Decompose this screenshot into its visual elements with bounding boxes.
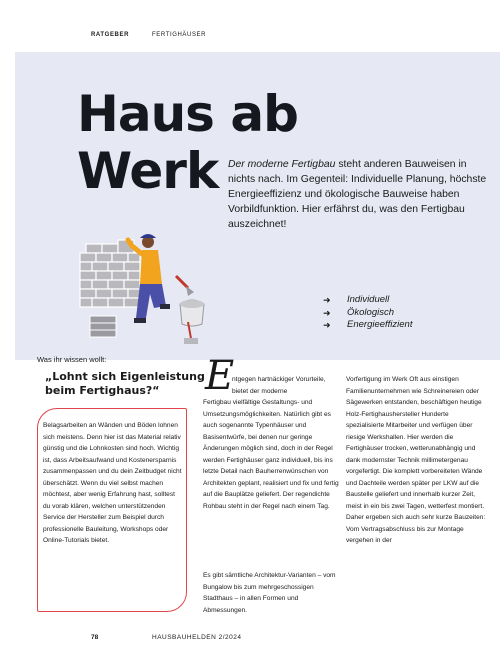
section-label: RATGEBER bbox=[91, 32, 130, 38]
intro-text bbox=[228, 157, 490, 232]
body-column-1-paragraph-2: Es gibt sämtliche Architektur-Varianten – vom Bungalow bis zum mehrgeschossigen Stadthaus – in allen Formen und Abmessungen. bbox=[203, 572, 336, 614]
sidebar-kicker: Was ihr wissen wollt: bbox=[37, 355, 107, 364]
body-column-2-text: Vorfertigung im Werk Oft aus einstigen Familienunternehmen wie Schreinereien oder Sägewerken entstanden, beschäftigen heutige Holz-Fertighaushersteller Hunderte spezialisierte Mitarbeiter und verfügen über riesige Werkshallen. Hier werden die Fertighäuser trocken, wetterunabhängig und dank modernster Technik millimetergenau vorgefertigt. Die komplett vorbereiteten Wände und Dachteile werden später per LKW auf die Baustelle geliefert und innerhalb kurzer Zeit, meist in ein bis zwei Tagen, wetterfest montiert. Daher ergeben sich auch sehr kurze Bauzeiten: Vom Vertragsabschluss bis zur Montage vergehen in der bbox=[346, 376, 486, 544]
feature-text: Energieeffizient bbox=[347, 319, 413, 330]
intro-body: steht anderen Bauweisen in nichts nach. Im Gegenteil: Individuelle Planung, höchste Energieeffizienz und ökologische Bauweise haben Vorbildfunktion. Hier erfährst du, was den Fertigbau auszeichnet! bbox=[228, 159, 487, 230]
feature-text: Ökologisch bbox=[347, 306, 394, 318]
body-column-1-opening: ntgegen hartnäckiger Vorurteile, bietet der moderne bbox=[232, 376, 326, 395]
feature-item bbox=[323, 319, 412, 332]
sidebar-answer: Belagsarbeiten an Wänden und Böden lohnen sich meistens. Denn hier ist das Material relativ günstig und die Lohnkosten sind hoch. Wichtig ist, dass Arbeitsaufwand und Kostenersparnis zusammenpassen und du dein Zeitbudget nicht überschätzt. Wenn du viel selbst machen möchtest, aber wenig Erfahrung hast, solltest du vorab klären, welchen unterstützenden Service der Hersteller zum Beispiel durch professionelle Bauleitung, Workshops oder Online-Tutorials bietet. bbox=[43, 422, 182, 544]
arrow-right-icon: ➜ bbox=[323, 295, 331, 305]
feature-item bbox=[323, 294, 412, 307]
title-line-1: Haus ab bbox=[77, 85, 298, 143]
drop-cap: E bbox=[205, 353, 235, 399]
title-line-2: Werk bbox=[77, 142, 219, 200]
intro-lead: Der moderne Fertigbau bbox=[228, 159, 336, 170]
page-number: 78 bbox=[91, 634, 99, 641]
topic-label: FERTIGHÄUSER bbox=[152, 32, 207, 38]
body-column-1-text: Fertigbau vielfältige Gestaltungs- und Umsetzungsmöglichkeiten. Natürlich gibt es auch sogenannte Typenhäuser und Basisentwürfe, bei denen nur geringe Änderungen möglich sind, doch in der Regel werden Fertighäuser ganz individuell, bis ins letzte Detail nach Bauherrenwünschen von Architekten geplant, realisiert und fix und fertig auf die Bauplätze geliefert. Der regendichte Rohbau steht in der Regel nach einem Tag. bbox=[203, 399, 339, 510]
feature-text: Individuell bbox=[347, 294, 390, 305]
arrow-right-icon: ➜ bbox=[323, 320, 331, 330]
feature-list bbox=[323, 294, 412, 332]
sidebar-question: „Lohnt sich Eigenleistung beim Fertighaus?“ bbox=[45, 370, 205, 397]
magazine-issue: HAUSBAUHELDEN 2/2024 bbox=[152, 634, 242, 641]
arrow-right-icon: ➜ bbox=[323, 307, 331, 318]
feature-item bbox=[323, 307, 412, 320]
bricklayer-illustration bbox=[76, 226, 212, 350]
